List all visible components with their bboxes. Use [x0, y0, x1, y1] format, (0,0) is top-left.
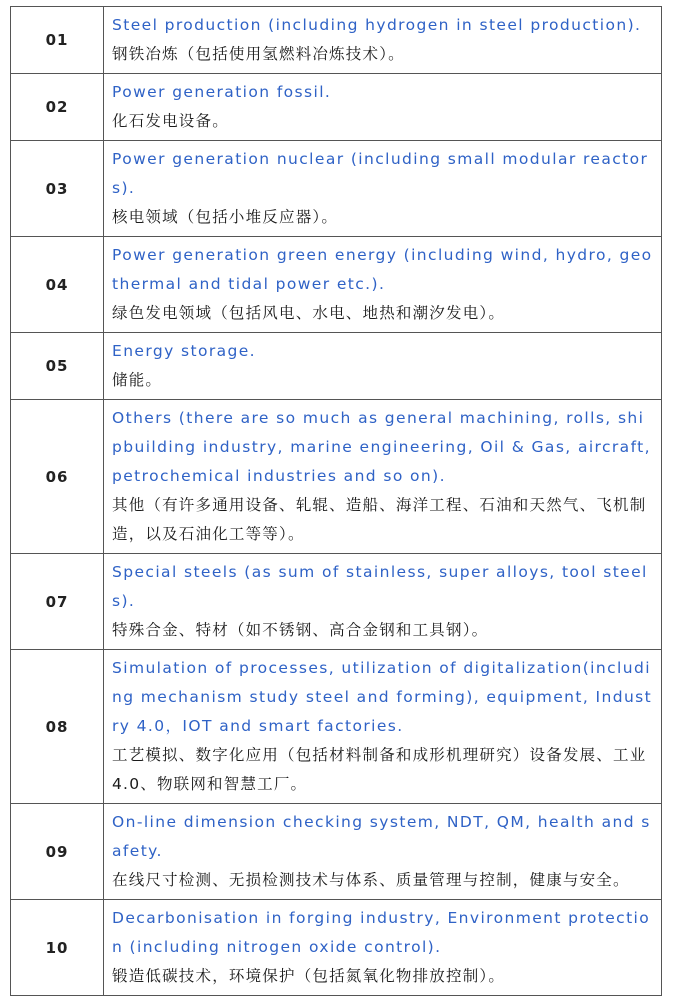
table-row: [11, 554, 662, 650]
row-number: 10: [11, 900, 104, 996]
row-content: [104, 804, 662, 900]
english-text: Power generation fossil.: [112, 83, 332, 101]
table-row: [11, 333, 662, 400]
english-text: Steel production (including hydrogen in steel production).: [112, 16, 642, 34]
english-text: Decarbonisation in forging industry, Environment protection (including nitrogen oxide control).: [112, 909, 651, 956]
row-number: 06: [11, 400, 104, 554]
table-row: [11, 237, 662, 333]
chinese-text: 锻造低碳技术，环境保护（包括氮氧化物排放控制）。: [112, 967, 506, 985]
row-content: [104, 900, 662, 996]
english-text: Others (there are so much as general machining, rolls, shipbuilding industry, marine engineering, Oil & Gas, aircraft, petrochemical industries and so on).: [112, 409, 651, 485]
row-content: [104, 554, 662, 650]
chinese-text: 特殊合金、特材（如不锈钢、高合金钢和工具钢）。: [112, 621, 489, 639]
english-text: Energy storage.: [112, 342, 257, 360]
english-text: Power generation green energy (including wind, hydro, geothermal and tidal power etc.).: [112, 246, 653, 293]
chinese-text: 核电领域（包括小堆反应器）。: [112, 208, 339, 226]
row-number: 02: [11, 74, 104, 141]
chinese-text: 其他（有许多通用设备、轧辊、造船、海洋工程、石油和天然气、飞机制造，以及石油化工等等）。: [112, 496, 647, 543]
chinese-text: 在线尺寸检测、无损检测技术与体系、质量管理与控制，健康与安全。: [112, 871, 630, 889]
topics-table: [10, 6, 662, 996]
row-content: [104, 400, 662, 554]
chinese-text: 化石发电设备。: [112, 112, 229, 130]
chinese-text: 绿色发电领域（包括风电、水电、地热和潮汐发电）。: [112, 304, 506, 322]
english-text: Power generation nuclear (including small modular reactors).: [112, 150, 649, 197]
row-number: 05: [11, 333, 104, 400]
chinese-text: 储能。: [112, 371, 163, 389]
row-number: 09: [11, 804, 104, 900]
row-number: 08: [11, 650, 104, 804]
chinese-text: 工艺模拟、数字化应用（包括材料制备和成形机理研究）设备发展、工业4.0、物联网和智慧工厂。: [112, 746, 647, 793]
row-number: 01: [11, 7, 104, 74]
table-row: [11, 650, 662, 804]
row-content: [104, 7, 662, 74]
row-number: 07: [11, 554, 104, 650]
table-row: [11, 900, 662, 996]
row-content: [104, 74, 662, 141]
table-row: [11, 400, 662, 554]
row-content: [104, 141, 662, 237]
table-row: [11, 74, 662, 141]
table-row: [11, 804, 662, 900]
english-text: On-line dimension checking system, NDT, QM, health and safety.: [112, 813, 651, 860]
row-number: 03: [11, 141, 104, 237]
chinese-text: 钢铁冶炼（包括使用氢燃料冶炼技术）。: [112, 45, 405, 63]
english-text: Simulation of processes, utilization of digitalization(including mechanism study steel and forming), equipment, Industry 4.0，IOT and smart factories.: [112, 659, 653, 735]
row-content: [104, 333, 662, 400]
row-content: [104, 237, 662, 333]
table-row: [11, 141, 662, 237]
row-content: [104, 650, 662, 804]
row-number: 04: [11, 237, 104, 333]
english-text: Special steels (as sum of stainless, super alloys, tool steels).: [112, 563, 648, 610]
table-row: [11, 7, 662, 74]
